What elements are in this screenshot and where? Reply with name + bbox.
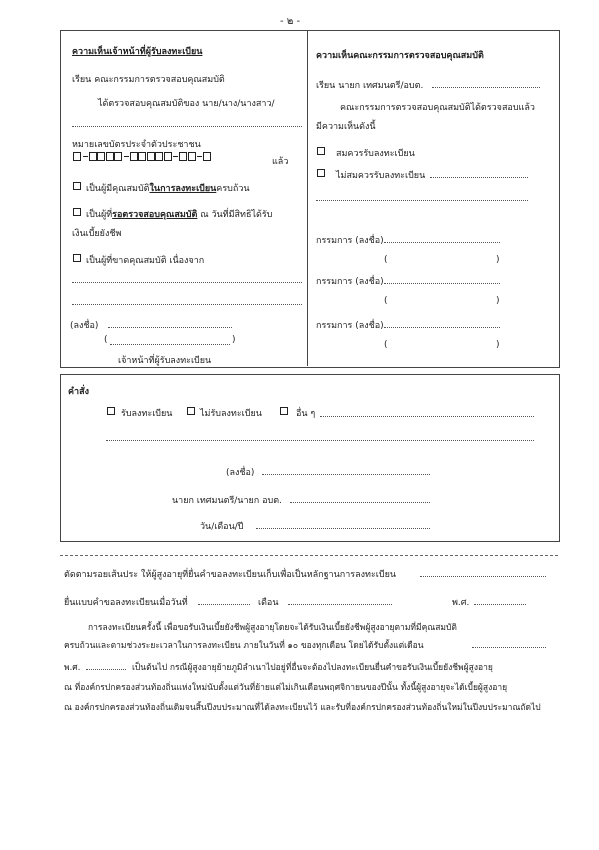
submit-month-label: เดือน bbox=[258, 598, 279, 608]
officer-option-unqualified-label: เป็นผู้ที่ขาดคุณสมบัติ เนื่องจาก bbox=[86, 256, 205, 266]
receipt-paragraph-line-5: ณ องค์กรปกครองส่วนท้องถิ่นเดิมจนสิ้นปีงบประมาณที่ได้ลงทะเบียนไว้ และรับที่องค์กรปกครองส่วนท้องถิ่นใหม่ในปีงบประมาณถัดไป bbox=[64, 703, 541, 713]
order-heading: คำสั่ง bbox=[68, 387, 89, 397]
officer-signature-field[interactable] bbox=[108, 327, 232, 328]
order-option-other-label: อื่น ๆ bbox=[296, 409, 316, 419]
officer-option-qualified-checkbox[interactable] bbox=[73, 182, 81, 190]
committee-member-3-signature[interactable] bbox=[384, 327, 500, 328]
receipt-paragraph-line-4: ณ ที่องค์กรปกครองส่วนท้องถิ่นแห่งใหม่นับตั้งแต่วันที่ย้ายแต่ไม่เกินเดือนพฤศจิกายนของปีนั้น ทั้งนี้ผู้สูงอายุจะได้เบี้ยผู้สูงอายุ bbox=[64, 683, 508, 693]
order-signature-field[interactable] bbox=[262, 474, 430, 475]
officer-option-unqualified-checkbox[interactable] bbox=[73, 254, 81, 262]
opinion-column-divider bbox=[307, 30, 308, 366]
order-position-field[interactable] bbox=[290, 502, 430, 503]
submit-year-field[interactable] bbox=[474, 604, 526, 605]
order-box bbox=[60, 374, 560, 542]
order-option-reject-label: ไม่รับลงทะเบียน bbox=[200, 409, 262, 419]
committee-reject-reason-field-2[interactable] bbox=[316, 200, 528, 201]
officer-opinion-heading: ความเห็นเจ้าหน้าที่ผู้รับลงทะเบียน bbox=[72, 47, 203, 57]
committee-member-1-label: กรรมการ (ลงชื่อ) bbox=[316, 236, 384, 246]
submit-date-label: ยื่นแบบคำขอลงทะเบียนเมื่อวันที่ bbox=[64, 598, 188, 608]
page-number: - ๒ - bbox=[280, 16, 301, 27]
order-option-reject-checkbox[interactable] bbox=[187, 407, 195, 415]
officer-name-field[interactable] bbox=[110, 344, 230, 345]
committee-member-3-label: กรรมการ (ลงชื่อ) bbox=[316, 321, 384, 331]
officer-option-pending-label-line2: เงินเบี้ยยังชีพ bbox=[72, 229, 122, 239]
committee-member-1-signature[interactable] bbox=[384, 242, 500, 243]
receipt-start-year-field[interactable] bbox=[86, 669, 126, 670]
id-number-suffix: แล้ว bbox=[272, 157, 289, 167]
id-number-label: หมายเลขบัตรประจำตัวประชาชน bbox=[72, 140, 201, 150]
officer-position: เจ้าหน้าที่ผู้รับลงทะเบียน bbox=[118, 356, 212, 366]
order-date-field[interactable] bbox=[256, 528, 430, 529]
officer-paren-open: ( bbox=[104, 335, 108, 345]
cut-line-instruction: ตัดตามรอยเส้นประ ให้ผู้สูงอายุที่ยื่นคำขอลงทะเบียนเก็บเพื่อเป็นหลักฐานการลงทะเบียน bbox=[64, 570, 396, 580]
order-date-label: วัน/เดือน/ปี bbox=[200, 522, 244, 532]
receipt-paragraph-line-2: ครบถ้วนและตามช่วงระยะเวลาในการลงทะเบียน ภายในวันที่ ๑๐ ของทุกเดือน โดยได้รับตั้งแต่เดือน bbox=[64, 641, 424, 651]
order-sign-label: (ลงชื่อ) bbox=[226, 468, 255, 478]
committee-salutation: เรียน นายก เทศมนตรี/อบต. bbox=[316, 81, 424, 91]
order-other-field-2[interactable] bbox=[106, 440, 534, 441]
order-option-accept-checkbox[interactable] bbox=[107, 407, 115, 415]
order-other-field-1[interactable] bbox=[320, 416, 534, 417]
receipt-paragraph-line-1: การลงทะเบียนครั้งนี้ เพื่อขอรับเงินเบี้ยยังชีพผู้สูงอายุโดยจะได้รับเงินเบี้ยยังชีพผู้สูงอายุตามที่มีคุณสมบัติ bbox=[88, 623, 457, 633]
committee-reject-reason-field-1[interactable] bbox=[430, 177, 528, 178]
committee-member-1-paren-close: ) bbox=[496, 255, 500, 265]
receipt-start-month-field[interactable] bbox=[472, 647, 546, 648]
committee-member-2-paren-open: ( bbox=[384, 296, 388, 306]
receipt-paragraph-line-3: เป็นต้นไป กรณีผู้สูงอายุย้ายภูมิลำเนาไปอยู่ที่อื่นจะต้องไปลงทะเบียนยื่นคำขอรับเงินเบี้ยยังชีพผู้สูงอายุ bbox=[132, 663, 493, 673]
officer-salutation: เรียน คณะกรรมการตรวจสอบคุณสมบัติ bbox=[72, 75, 225, 85]
submit-month-field[interactable] bbox=[288, 604, 392, 605]
committee-option-reject-label: ไม่สมควรรับลงทะเบียน bbox=[336, 171, 426, 181]
submit-year-label: พ.ศ. bbox=[452, 598, 470, 608]
unqualified-reason-field-1[interactable] bbox=[72, 282, 302, 283]
order-option-accept-label: รับลงทะเบียน bbox=[121, 409, 173, 419]
officer-option-qualified-label: เป็นผู้มีคุณสมบัติในการลงทะเบียนครบถ้วน bbox=[86, 184, 250, 194]
officer-paren-close: ) bbox=[232, 335, 236, 345]
committee-salutation-field[interactable] bbox=[432, 87, 540, 88]
order-option-other-checkbox[interactable] bbox=[280, 407, 288, 415]
cut-line-instruction-dots bbox=[420, 576, 546, 577]
receipt-year-label: พ.ศ. bbox=[64, 663, 81, 673]
committee-option-reject-checkbox[interactable] bbox=[317, 169, 325, 177]
committee-member-2-signature[interactable] bbox=[384, 283, 500, 284]
committee-member-3-paren-close: ) bbox=[496, 340, 500, 350]
committee-option-approve-label: สมควรรับลงทะเบียน bbox=[336, 149, 415, 159]
committee-member-2-label: กรรมการ (ลงชื่อ) bbox=[316, 277, 384, 287]
committee-member-1-paren-open: ( bbox=[384, 255, 388, 265]
id-number-boxes[interactable] bbox=[73, 152, 212, 162]
committee-line2: มีความเห็นดังนี้ bbox=[316, 122, 376, 132]
committee-member-3-paren-open: ( bbox=[384, 340, 388, 350]
committee-member-2-paren-close: ) bbox=[496, 296, 500, 306]
committee-opinion-heading: ความเห็นคณะกรรมการตรวจสอบคุณสมบัติ bbox=[316, 51, 484, 61]
officer-checked-line: ได้ตรวจสอบคุณสมบัติของ นาย/นาง/นางสาว/ bbox=[98, 99, 275, 109]
officer-option-pending-checkbox[interactable] bbox=[73, 208, 81, 216]
cut-line bbox=[60, 555, 558, 556]
unqualified-reason-field-2[interactable] bbox=[72, 304, 302, 305]
applicant-name-field[interactable] bbox=[72, 126, 302, 127]
order-position: นายก เทศมนตรี/นายก อบต. bbox=[172, 496, 282, 506]
committee-line1: คณะกรรมการตรวจสอบคุณสมบัติได้ตรวจสอบแล้ว bbox=[340, 103, 535, 113]
committee-option-approve-checkbox[interactable] bbox=[317, 147, 325, 155]
officer-sign-label: (ลงชื่อ) bbox=[70, 321, 99, 331]
submit-day-field[interactable] bbox=[198, 604, 250, 605]
officer-option-pending-label: เป็นผู้ที่รอตรวจสอบคุณสมบัติ ณ วันที่มีสิทธิได้รับ bbox=[86, 210, 273, 220]
